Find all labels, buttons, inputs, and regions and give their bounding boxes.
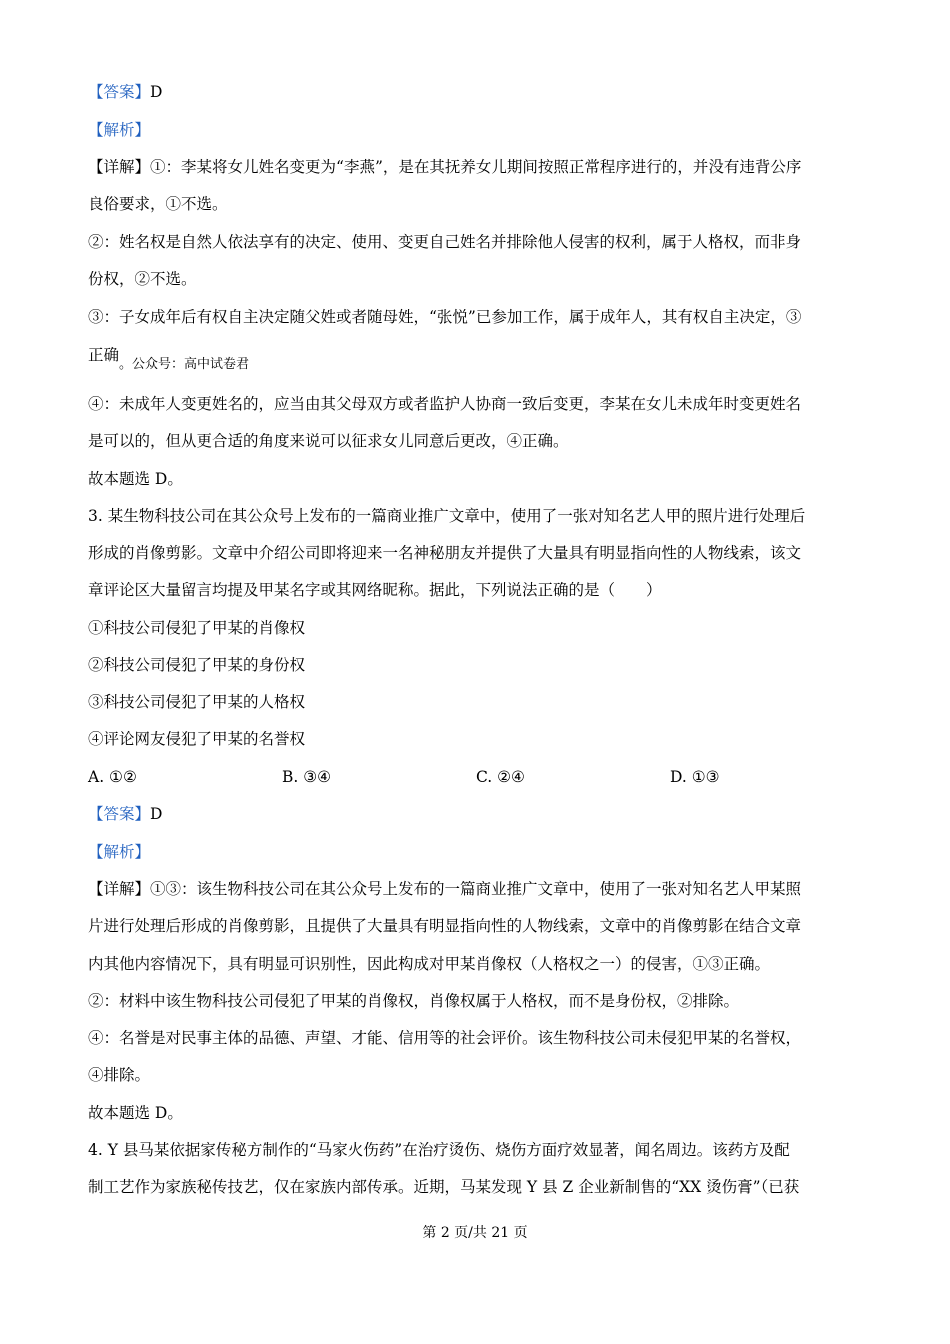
- answer-line: [88, 80, 868, 104]
- statement-item: ③科技公司侵犯了甲某的人格权: [88, 693, 306, 711]
- paragraph-line: ②：材料中该生物科技公司侵犯了甲某的肖像权，肖像权属于人格权，而不是身份权，②排除。: [88, 992, 740, 1010]
- paragraph-line: 片进行处理后形成的肖像剪影，且提供了大量具有明显指向性的人物线索，文章中的肖像剪影在结合文章: [88, 917, 802, 935]
- detail-tag: 【详解】: [88, 158, 151, 176]
- question-stem: 章评论区大量留言均提及甲某名字或其网络昵称。据此，下列说法正确的是（ ）: [88, 581, 662, 599]
- question-stem: 3. 某生物科技公司在其公众号上发布的一篇商业推广文章中，使用了一张对知名艺人甲的照片进行处理后: [88, 507, 806, 525]
- statement-item: ②科技公司侵犯了甲某的身份权: [88, 656, 306, 674]
- detail-tag: 【详解】: [88, 880, 151, 898]
- detail-line: [88, 877, 868, 901]
- question-stem: 制工艺作为家族秘传技艺，仅在家族内部传承。近期，马某发现 Y 县 Z 企业新制售的“XX 烫伤膏”（已获: [88, 1178, 800, 1196]
- conclusion-line: 故本题选 D。: [88, 1104, 183, 1122]
- paragraph-line: ①③：该生物科技公司在其公众号上发布的一篇商业推广文章中，使用了一张对知名艺人甲某照: [150, 880, 802, 898]
- paragraph-line: 是可以的，但从更合适的角度来说可以征求女儿同意后更改，④正确。: [88, 432, 569, 450]
- paragraph-text: 正确: [88, 346, 120, 364]
- paragraph-line: 份权，②不选。: [88, 270, 197, 288]
- question-stem: 形成的肖像剪影。文章中介绍公司即将迎来一名神秘朋友并提供了大量具有明显指向性的人物线索，该文: [88, 544, 802, 562]
- paragraph-line: ③：子女成年后有权自主决定随父姓或者随母姓，“张悦”已参加工作，属于成年人，其有权自主决定，③: [88, 308, 802, 326]
- option-c: C. ②④: [476, 768, 525, 786]
- answer-tag: 【答案】: [88, 805, 151, 823]
- paragraph-line: 内其他内容情况下，具有明显可识别性，因此构成对甲某肖像权（人格权之一）的侵害，①③正确。: [88, 955, 771, 973]
- watermark-note: 。公众号：高中试卷君: [119, 357, 250, 372]
- paragraph-line-with-note: [88, 343, 868, 372]
- analysis-tag: 【解析】: [88, 121, 151, 139]
- paragraph-line: ④：未成年人变更姓名的，应当由其父母双方或者监护人协商一致后变更，李某在女儿未成年时变更姓名: [88, 395, 802, 413]
- paragraph-line: ④：名誉是对民事主体的品德、声望、才能、信用等的社会评价。该生物科技公司未侵犯甲某的名誉权，: [88, 1029, 802, 1047]
- paragraph-line: 良俗要求，①不选。: [88, 195, 228, 213]
- option-d: D. ①③: [670, 768, 720, 786]
- answer-tag: 【答案】: [88, 83, 151, 101]
- option-b: B. ③④: [282, 768, 332, 786]
- answer-line: [88, 802, 868, 826]
- option-a: A. ①②: [88, 768, 137, 786]
- question-stem: 4. Y 县马某依据家传秘方制作的“马家火伤药”在治疗烫伤、烧伤方面疗效显著，闻名周边。该药方及配: [88, 1141, 790, 1159]
- paragraph-line: ①：李某将女儿姓名变更为“李燕”，是在其抚养女儿期间按照正常程序进行的，并没有违背公序: [150, 158, 802, 176]
- paragraph-line: ②：姓名权是自然人依法享有的决定、使用、变更自己姓名并排除他人侵害的权利，属于人格权，而非身: [88, 233, 802, 251]
- analysis-tag: 【解析】: [88, 843, 151, 861]
- statement-item: ④评论网友侵犯了甲某的名誉权: [88, 730, 306, 748]
- page-number: 第 2 页/共 21 页: [422, 1225, 528, 1241]
- paragraph-line: ④排除。: [88, 1066, 151, 1084]
- detail-line: [88, 155, 868, 179]
- answer-value: D: [150, 83, 163, 101]
- statement-item: ①科技公司侵犯了甲某的肖像权: [88, 619, 306, 637]
- answer-value: D: [150, 805, 163, 823]
- conclusion-line: 故本题选 D。: [88, 470, 183, 488]
